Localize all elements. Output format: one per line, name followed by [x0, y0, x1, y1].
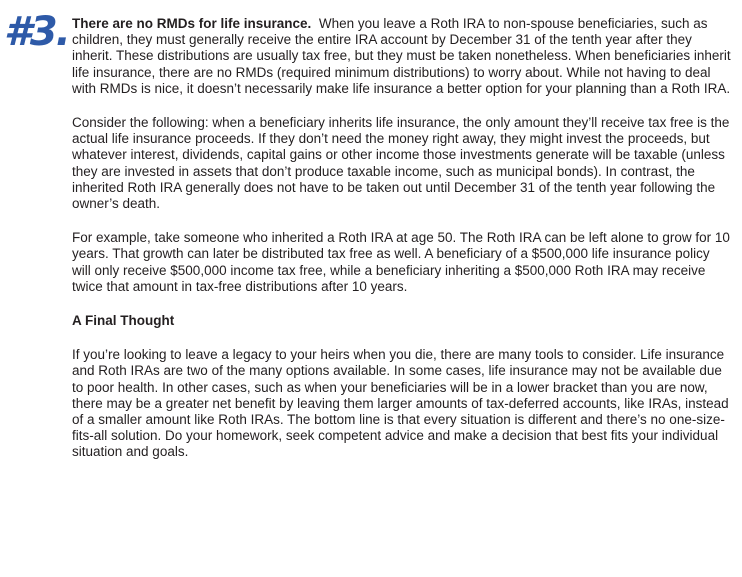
article-body: [72, 16, 732, 479]
final-thought-heading: A Final Thought: [72, 313, 175, 329]
comparison-paragraph: Consider the following: when a beneficiary inherits life insurance, the only amount they’ll receive tax free is the actual life insurance proceeds. If they don’t need the money right away, they might invest the proceeds, but whatever interest, dividends, capital gains or other income those investments generate will be taxable (unless they are invested in assets that don’t produce taxable income, such as municipal bonds). In contrast, the inherited Roth IRA generally does not have to be taken out until December 31 of the tenth year following the owner’s death.: [72, 115, 730, 212]
intro-paragraph: [72, 16, 732, 97]
final-thought-paragraph: If you’re looking to leave a legacy to your heirs when you die, there are many tools to consider. Life insurance and Roth IRAs are two of the many options available. In some cases, life insurance may not be available due to poor health. In other cases, such as when your beneficiaries will be in a lower bracket than you are now, there may be a greater net benefit by leaving them larger amounts of tax-deferred accounts, like IRAs, instead of a smaller amount like Roth IRAs. The bottom line is that every situation is different and there’s no one-size-fits-all solution. Do your homework, seek competent advice and make a decision that best fits your individual situation and goals.: [72, 347, 729, 460]
intro-text: When you leave a Roth IRA to non-spouse beneficiaries, such as children, they must generally receive the entire IRA account by December 31 of the tenth year after they inherit. These distributions are usually tax free, but they must be taken nonetheless. When beneficiaries inherit life insurance, there are no RMDs (required minimum distributions) to worry about. While not having to deal with RMDs is nice, it doesn’t necessarily make life insurance a better option for your planning than a Roth IRA.: [72, 16, 731, 96]
example-paragraph: For example, take someone who inherited a Roth IRA at age 50. The Roth IRA can be left alone to grow for 10 years. That growth can later be distributed tax free as well. A beneficiary of a $500,000 life insurance policy will only receive $500,000 income tax free, while a beneficiary inheriting a $500,000 Roth IRA may receive twice that amount in tax-free distributions after 10 years.: [72, 230, 730, 294]
section-lead-heading: There are no RMDs for life insurance.: [72, 16, 312, 31]
section-number-badge: #3.: [4, 9, 69, 55]
